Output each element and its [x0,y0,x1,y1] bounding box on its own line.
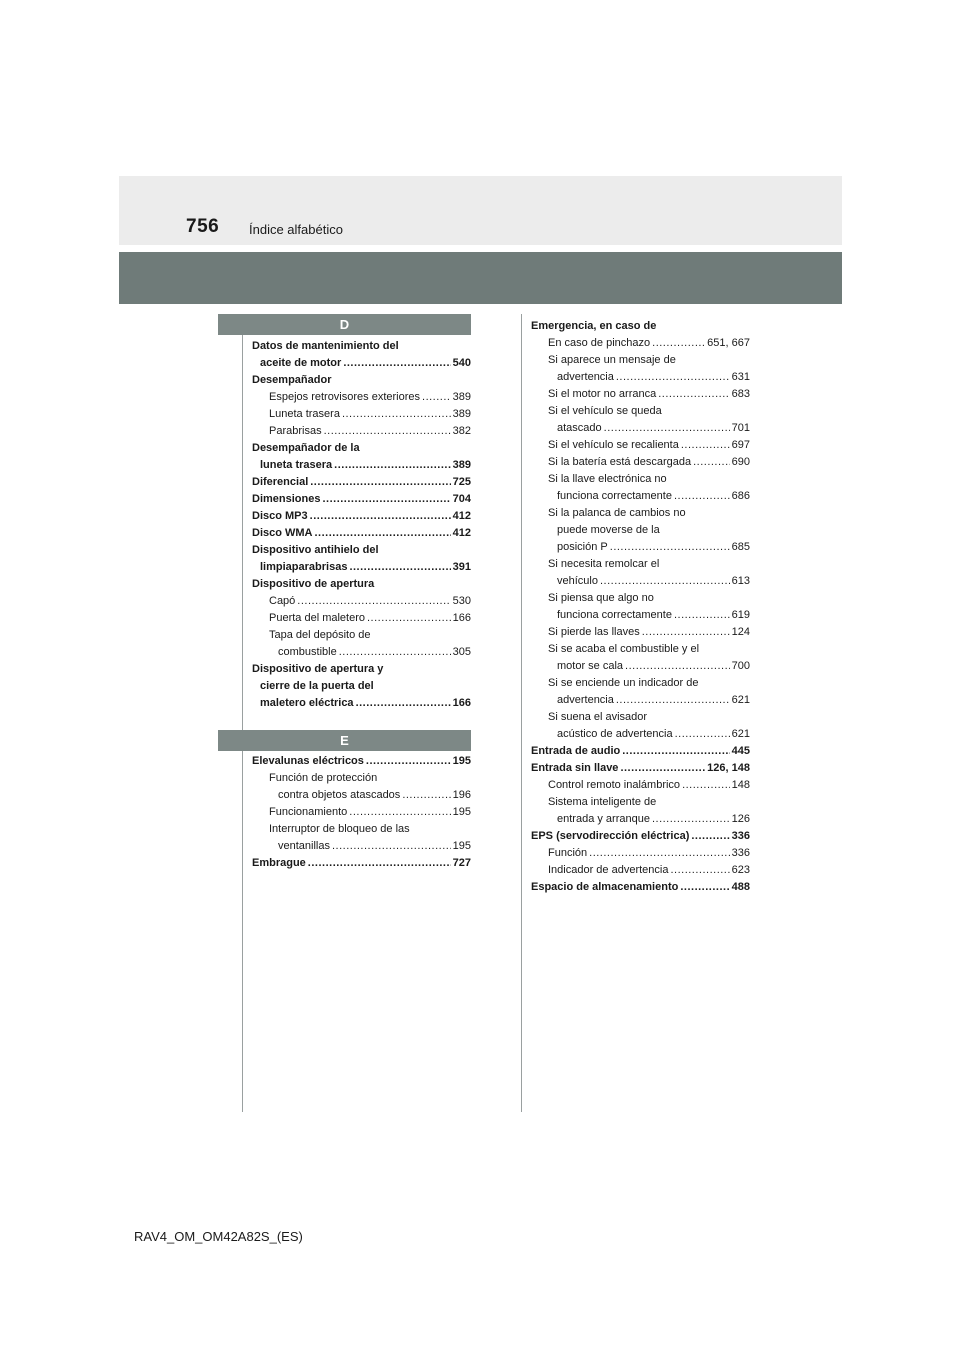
dot-leader [622,743,729,760]
dot-leader [642,624,730,641]
index-entry-page: 196 [452,789,471,801]
index-entry-page: 686 [731,490,750,502]
index-entry-page: 530 [452,595,471,607]
index-entry [531,590,750,607]
index-entry [531,845,750,862]
index-entry-page: 195 [452,806,471,818]
index-entry-page: 623 [731,864,750,876]
index-entry-term: limpiaparabrisas [260,561,348,573]
index-entry-page: 540 [452,357,471,369]
dot-leader [674,488,730,505]
index-entry [531,454,750,471]
dot-leader [625,658,730,675]
header-gray-bar [119,252,842,304]
index-entry-page: 382 [452,425,471,437]
index-entry [531,709,750,726]
index-entry-page: 700 [731,660,750,672]
index-entry [531,403,750,420]
index-entry-page: 336 [731,847,750,859]
index-entry [531,318,750,335]
index-entry [252,372,471,389]
index-entry-term: Espejos retrovisores exteriores [269,391,421,403]
index-entry-term: Si el motor no arranca [548,388,657,400]
index-entry-term: Si el vehículo se recalienta [548,439,679,451]
index-entry [531,420,750,437]
dot-leader [658,386,729,403]
index-entry [252,821,471,838]
index-entry [531,505,750,522]
index-entry [252,508,471,525]
index-entry-term: Desempañador [252,374,332,386]
index-entry [252,661,471,678]
index-entry-term: Desempañador de la [252,442,360,454]
index-entry-page: 126, 148 [707,762,750,774]
index-entry-term: cierre de la puerta del [260,680,374,692]
index-entry-term: Entrada de audio [531,745,621,757]
index-entry-term: combustible [278,646,337,658]
index-entry-term: Diferencial [252,476,309,488]
index-list-d [252,338,471,712]
dot-leader [332,838,451,855]
index-entry-term: Si la llave electrónica no [548,473,667,485]
index-entry [252,610,471,627]
dot-leader [349,559,450,576]
index-entry-page: 391 [452,561,471,573]
index-entry-page: 195 [452,755,471,767]
left-column-rule [242,314,243,1112]
index-entry-term: Si necesita remolcar el [548,558,660,570]
index-entry-term: Parabrisas [269,425,322,437]
index-entry [252,491,471,508]
index-entry-term: Puerta del maletero [269,612,365,624]
index-entry-page: 631 [731,371,750,383]
index-entry [531,386,750,403]
dot-leader [604,420,730,437]
index-entry-page: 389 [452,459,471,471]
index-entry-term: Control remoto inalámbrico [548,779,681,791]
index-entry-term: Disco MP3 [252,510,308,522]
dot-leader [600,573,730,590]
index-entry [252,474,471,491]
index-entry-term: Tapa del depósito de [269,629,371,641]
header-band [119,176,842,245]
index-entry-term: funciona correctamente [557,609,672,621]
index-entry-page: 621 [731,694,750,706]
index-entry-page: 651, 667 [707,337,750,349]
index-entry [531,488,750,505]
index-entry [252,542,471,559]
index-entry [252,593,471,610]
index-entry [252,338,471,355]
dot-leader [310,508,451,525]
index-entry-term: advertencia [557,371,614,383]
index-entry-term: aceite de motor [260,357,342,369]
index-entry [252,389,471,406]
index-entry [531,369,750,386]
dot-leader [322,491,450,508]
dot-leader [681,437,730,454]
index-entry [252,678,471,695]
dot-leader [670,862,729,879]
index-entry-page: 389 [452,408,471,420]
dot-leader [297,593,450,610]
dot-leader [339,644,451,661]
index-entry [252,627,471,644]
dot-leader [675,726,730,743]
dot-leader [343,355,450,372]
dot-leader [349,804,450,821]
index-entry-term: posición P [557,541,608,553]
index-entry-term: EPS (servodirección eléctrica) [531,830,690,842]
dot-leader [402,787,450,804]
index-entry [531,828,750,845]
index-entry [531,675,750,692]
index-entry-page: 697 [731,439,750,451]
index-entry [252,855,471,872]
index-entry-term: acústico de advertencia [557,728,673,740]
index-entry-term: Si aparece un mensaje de [548,354,676,366]
index-entry-term: Elevalunas eléctricos [252,755,364,767]
index-entry [252,804,471,821]
index-entry [252,644,471,661]
index-entry [531,624,750,641]
dot-leader [342,406,451,423]
index-entry [252,695,471,712]
index-entry [531,573,750,590]
index-entry [531,811,750,828]
index-entry [531,658,750,675]
index-list-right [531,318,750,896]
index-entry-term: Funcionamiento [269,806,348,818]
index-entry-page: 389 [452,391,471,403]
index-entry-page: 195 [452,840,471,852]
section-letter-d: D [218,314,471,335]
index-entry [531,879,750,896]
index-entry-term: Disco WMA [252,527,313,539]
dot-leader [310,474,450,491]
index-entry [531,556,750,573]
index-entry-term: Si se enciende un indicador de [548,677,699,689]
index-entry [531,777,750,794]
index-entry [531,726,750,743]
dot-leader [356,695,451,712]
dot-leader [680,879,729,896]
index-entry-term: Embrague [252,857,306,869]
index-entry-term: Interruptor de bloqueo de las [269,823,410,835]
index-entry-term: Datos de mantenimiento del [252,340,399,352]
page-number: 756 [186,216,220,237]
index-entry [252,559,471,576]
index-entry [252,457,471,474]
section-title: Índice alfabético [249,222,343,237]
dot-leader [334,457,450,474]
index-entry-term: atascado [557,422,602,434]
index-entry [531,437,750,454]
dot-leader [620,760,705,777]
index-entry-term: contra objetos atascados [278,789,401,801]
dot-leader [693,454,730,471]
index-entry-page: 488 [731,881,750,893]
index-entry-page: 148 [731,779,750,791]
section-letter-e: E [218,730,471,751]
index-entry [252,787,471,804]
index-entry-term: puede moverse de la [557,524,660,536]
index-entry [531,471,750,488]
index-entry [531,794,750,811]
index-entry-page: 685 [731,541,750,553]
index-entry-page: 701 [731,422,750,434]
index-entry [531,641,750,658]
index-entry-page: 336 [731,830,750,842]
dot-leader [589,845,730,862]
index-entry-term: Dimensiones [252,493,321,505]
index-entry-term: En caso de pinchazo [548,337,651,349]
index-entry [531,352,750,369]
index-entry-term: vehículo [557,575,598,587]
index-entry-term: Función [548,847,588,859]
index-entry [252,753,471,770]
index-entry-term: Si pierde las llaves [548,626,640,638]
index-entry [531,539,750,556]
index-entry-page: 305 [452,646,471,658]
index-entry-page: 166 [452,697,471,709]
index-entry-page: 683 [731,388,750,400]
index-entry-term: Capó [269,595,296,607]
index-entry [252,423,471,440]
index-entry-term: Función de protección [269,772,378,784]
dot-leader [422,389,451,406]
index-entry-term: motor se cala [557,660,624,672]
index-entry [531,692,750,709]
index-entry-term: ventanillas [278,840,330,852]
index-entry-term: Entrada sin llave [531,762,619,774]
center-column-rule [521,314,522,1112]
index-entry-page: 412 [452,527,471,539]
dot-leader [682,777,730,794]
dot-leader [366,753,451,770]
dot-leader [616,369,730,386]
index-entry-page: 704 [452,493,471,505]
index-entry-term: maletero eléctrica [260,697,354,709]
document-code-footer: RAV4_OM_OM42A82S_(ES) [134,1229,303,1244]
index-list-e [252,753,471,872]
index-entry-term: Emergencia, en caso de [531,320,657,332]
dot-leader [674,607,730,624]
index-entry [531,607,750,624]
index-entry-term: Si piensa que algo no [548,592,654,604]
dot-leader [308,855,451,872]
index-entry-term: entrada y arranque [557,813,650,825]
dot-leader [324,423,451,440]
index-entry-term: Si la palanca de cambios no [548,507,686,519]
index-entry-term: Si se acaba el combustible y el [548,643,700,655]
index-entry-term: Dispositivo de apertura y [252,663,384,675]
index-entry-term: Dispositivo de apertura [252,578,375,590]
index-entry-term: advertencia [557,694,614,706]
index-entry-term: Si la batería está descargada [548,456,692,468]
index-entry [531,760,750,777]
index-entry-term: Luneta trasera [269,408,340,420]
dot-leader [652,335,705,352]
dot-leader [691,828,729,845]
index-entry [252,440,471,457]
index-entry-term: Si suena el avisador [548,711,648,723]
dot-leader [652,811,730,828]
index-entry [252,838,471,855]
index-entry [252,576,471,593]
index-entry [531,862,750,879]
index-entry-page: 126 [731,813,750,825]
index-entry-page: 727 [452,857,471,869]
index-entry-page: 445 [731,745,750,757]
index-entry [252,355,471,372]
index-entry-page: 412 [452,510,471,522]
dot-leader [315,525,451,542]
index-entry-page: 725 [452,476,471,488]
index-entry-page: 124 [731,626,750,638]
index-entry-page: 613 [731,575,750,587]
index-entry-term: funciona correctamente [557,490,672,502]
dot-leader [367,610,451,627]
index-entry-page: 166 [452,612,471,624]
dot-leader [616,692,730,709]
index-entry-term: Dispositivo antihielo del [252,544,379,556]
index-entry [252,525,471,542]
index-entry-page: 621 [731,728,750,740]
index-entry-term: Si el vehículo se queda [548,405,662,417]
index-entry-term: Indicador de advertencia [548,864,669,876]
index-entry [531,743,750,760]
index-entry [531,522,750,539]
index-entry [252,770,471,787]
index-entry-term: luneta trasera [260,459,333,471]
index-entry [252,406,471,423]
index-entry-term: Espacio de almacenamiento [531,881,679,893]
dot-leader [610,539,730,556]
index-entry-term: Sistema inteligente de [548,796,657,808]
index-entry [531,335,750,352]
index-entry-page: 619 [731,609,750,621]
index-entry-page: 690 [731,456,750,468]
